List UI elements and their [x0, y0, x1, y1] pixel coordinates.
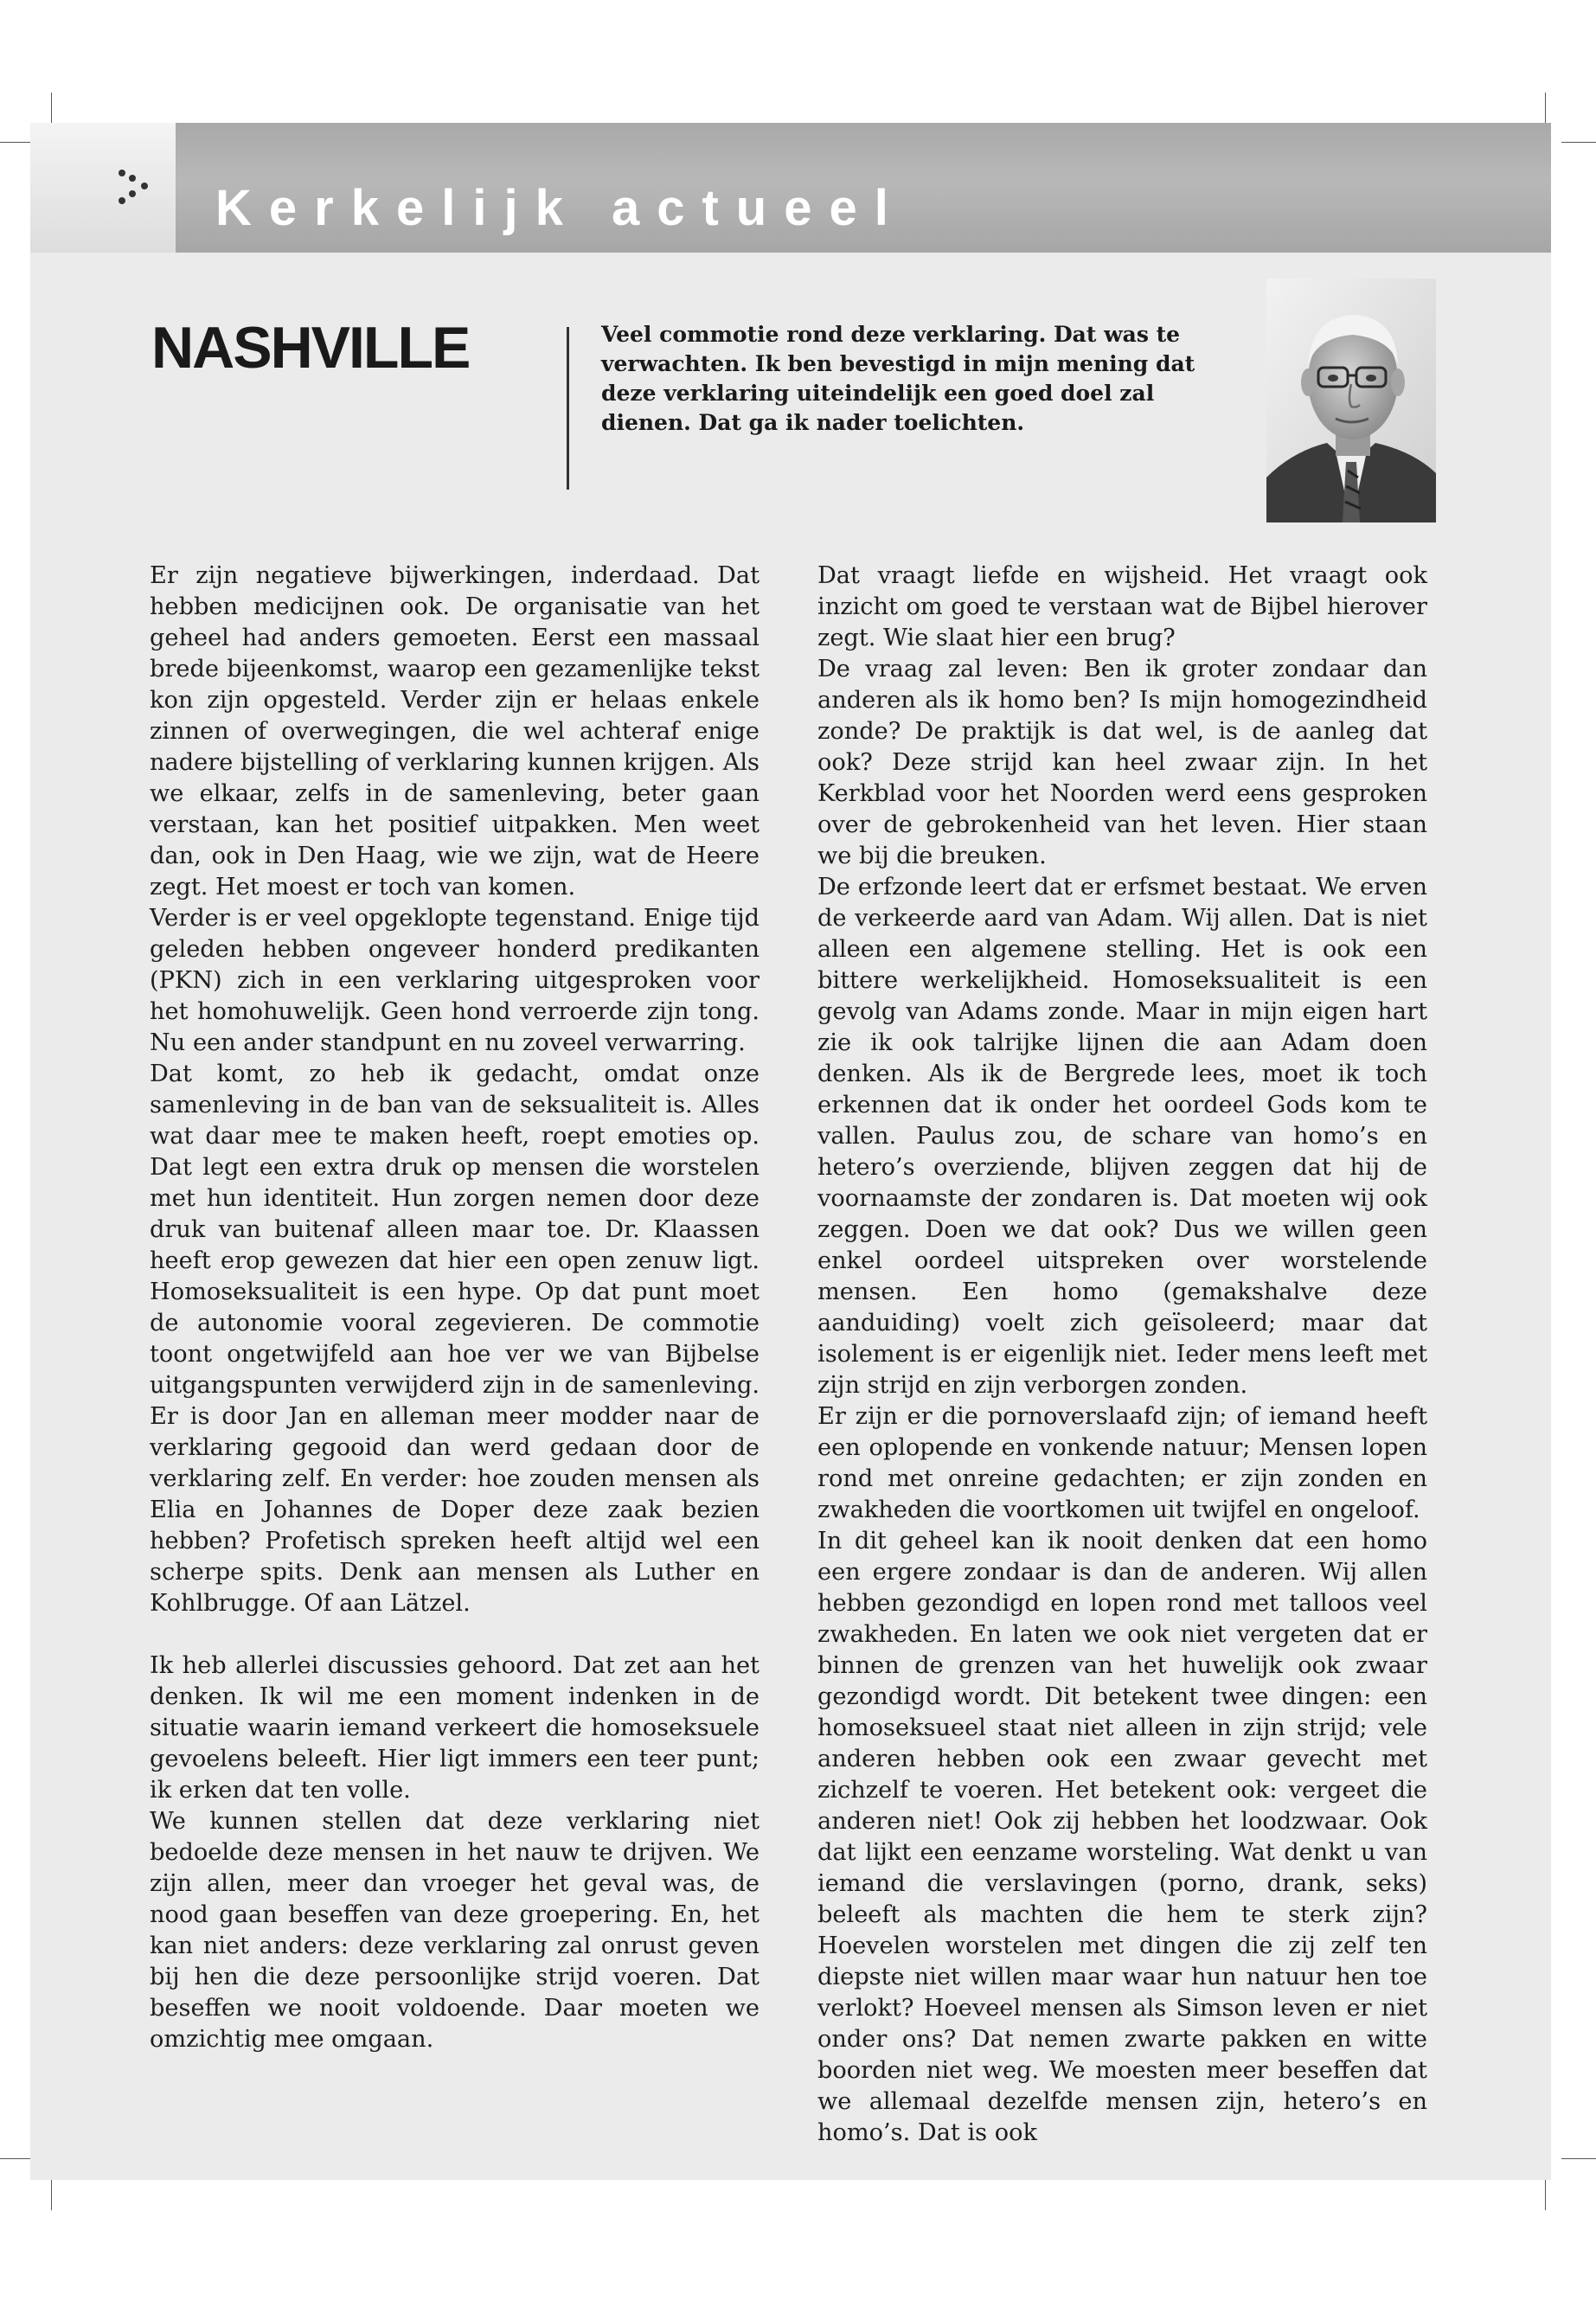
article-column-left	[150, 561, 760, 2055]
paragraph: We kunnen stellen dat deze verklaring niet bedoelde deze mensen in het nauw te drijven. We zijn allen, meer dan vroeger het geval was, de nood gaan beseffen van deze groepering. En, het kan niet anders: deze verklaring zal onrust geven bij hen die deze persoonlijke strijd voeren. Dat beseffen we nooit voldoende. Daar moeten we omzichtig mee omgaan.	[150, 1808, 760, 2053]
paragraph: Ik heb allerlei discussies gehoord. Dat zet aan het denken. Ik wil me een moment indenken in de situatie waarin iemand verkeert die homoseksuele gevoelens beleeft. Hier ligt immers een teer punt; ik erken dat ten volle.	[150, 1652, 760, 1804]
crop-mark	[0, 142, 35, 143]
paragraph: Verder is er veel opgeklopte tegenstand. Enige tijd geleden hebben ongeveer honderd predikanten (PKN) zich in een verklaring uitgesproken voor het homohuwelijk. Geen hond verroerde zijn tong. Nu een ander standpunt en nu zoveel verwarring.	[150, 905, 760, 1056]
article-lead: Veel commotie rond deze verklaring. Dat was te verwachten. Ik ben bevestigd in mijn mening dat deze verklaring uiteindelijk een goed doel zal dienen. Dat ga ik nader toelichten.	[601, 322, 1195, 435]
paragraph: Dat komt, zo heb ik gedacht, omdat onze samenleving in de ban van de seksualiteit is. Alles wat daar mee te maken heeft, roept emoties op. Dat legt een extra druk op mensen die worstelen met hun identiteit. Hun zorgen nemen door deze druk van buitenaf alleen maar toe. Dr. Klaassen heeft erop gewezen dat hier een open zenuw ligt. Homoseksualiteit is een hype. Op dat punt moet de autonomie vooral zegevieren. De commotie toont ongetwijfeld aan hoe ver we van Bijbelse uitgangspunten verwijderd zijn in de samenleving. Er is door Jan en alleman meer modder naar de verklaring gegooid dan werd gedaan door de verklaring zelf. En verder: hoe zouden mensen als Elia en Johannes de Doper deze zaak bezien hebben? Profetisch spreken heeft altijd wel een scherpe spits. Denk aan mensen als Luther en Kohlbrugge. Of aan Lätzel.	[150, 1061, 760, 1617]
crop-mark	[1561, 142, 1596, 143]
crop-mark	[51, 2176, 52, 2210]
paragraph: In dit geheel kan ik nooit denken dat een homo een ergere zondaar is dan de anderen. Wij allen hebben gezondigd en lopen rond met talloos veel zwakheden. En laten we ook niet vergeten dat er binnen de grenzen van het huwelijk ook zwaar gezondigd wordt. Dit betekent twee dingen: een homoseksueel staat niet alleen in zijn strijd; vele anderen hebben ook een zwaar gevecht met zichzelf te voeren. Het betekent ook: vergeet die anderen niet! Ook zij hebben het loodzwaar. Ook dat lijkt een eenzame worsteling. Wat denkt u van iemand die verslavingen (porno, drank, seks) beleeft als machten die hem te sterk zijn? Hoevelen worstelen met dingen die zij zelf ten diepste niet willen maar waar hun natuur hen toe verlokt? Hoeveel mensen als Simson leven er niet onder ons? Dat nemen zwarte pakken en witte boorden niet weg. We moesten meer beseffen dat we allemaal dezelfde mensen zijn, hetero’s en homo’s. Dat is ook	[817, 1528, 1427, 2146]
paragraph: De erfzonde leert dat er erfsmet bestaat. We erven de verkeerde aard van Adam. Wij allen. Dat is niet alleen een algemene stelling. Het is ook een bittere werkelijkheid. Homoseksualiteit is een gevolg van Adams zonde. Maar in mijn eigen hart zie ik ook talrijke lijnen die aan Adam doen denken. Als ik de Bergrede lees, moet ik toch erkennen dat ik onder het oordeel Gods kom te vallen. Paulus zou, de schare van homo’s en hetero’s overziende, blijven zeggen dat hij de voornaamste der zondaren is. Dat moeten wij ook zeggen. Doen we dat ook? Dus we willen geen enkel oordeel uitspreken over worstelende mensen. Een homo (gemakshalve deze aanduiding) voelt zich geïsoleerd; maar dat isolement is er eigenlijk niet. Ieder mens leeft met zijn strijd en zijn verborgen zonden.	[817, 874, 1427, 1399]
article-headline: NASHVILLE	[151, 315, 470, 381]
crop-mark	[1561, 2158, 1596, 2159]
magazine-page	[30, 123, 1551, 2180]
dots-icon	[115, 168, 153, 206]
section-title: Kerkelijk actueel	[215, 180, 906, 236]
article-column-right	[817, 561, 1427, 2149]
paragraph: De vraag zal leven: Ben ik groter zondaar dan anderen als ik homo ben? Is mijn homogezindheid zonde? De praktijk is dat wel, is de aanleg dat ook? Deze strijd kan heel zwaar zijn. In het Kerkblad voor het Noorden werd eens gesproken over de gebrokenheid van het leven. Hier staan we bij die breuken.	[817, 656, 1427, 869]
paragraph: Er zijn negatieve bijwerkingen, inderdaad. Dat hebben medicijnen ook. De organisatie van het geheel had anders gemoeten. Eerst een massaal brede bijeenkomst, waarop een gezamenlijke tekst kon zijn opgesteld. Verder zijn er helaas enkele zinnen of overwegingen, die wel achteraf enige nadere bijstelling of verklaring kunnen krijgen. Als we elkaar, zelfs in de samenleving, beter gaan verstaan, kan het positief uitpakken. Men weet dan, ook in Den Haag, wie we zijn, wat de Heere zegt. Het moest er toch van komen.	[150, 562, 760, 901]
paragraph: Er zijn er die pornoverslaafd zijn; of iemand heeft een oplopende en vonkende natuur; Mensen lopen rond met onreine gedachten; er zijn zonden en zwakheden die voortkomen uit twijfel en ongeloof.	[817, 1403, 1427, 1523]
section-header	[30, 123, 1551, 253]
crop-mark	[0, 2158, 35, 2159]
crop-mark	[51, 93, 52, 127]
divider	[567, 327, 569, 490]
crop-mark	[1545, 2176, 1546, 2210]
author-portrait	[1266, 279, 1436, 522]
header-tab	[30, 123, 176, 253]
crop-mark	[1545, 93, 1546, 127]
paragraph: Dat vraagt liefde en wijsheid. Het vraagt ook inzicht om goed te verstaan wat de Bijbel hierover zegt. Wie slaat hier een brug?	[817, 562, 1427, 651]
